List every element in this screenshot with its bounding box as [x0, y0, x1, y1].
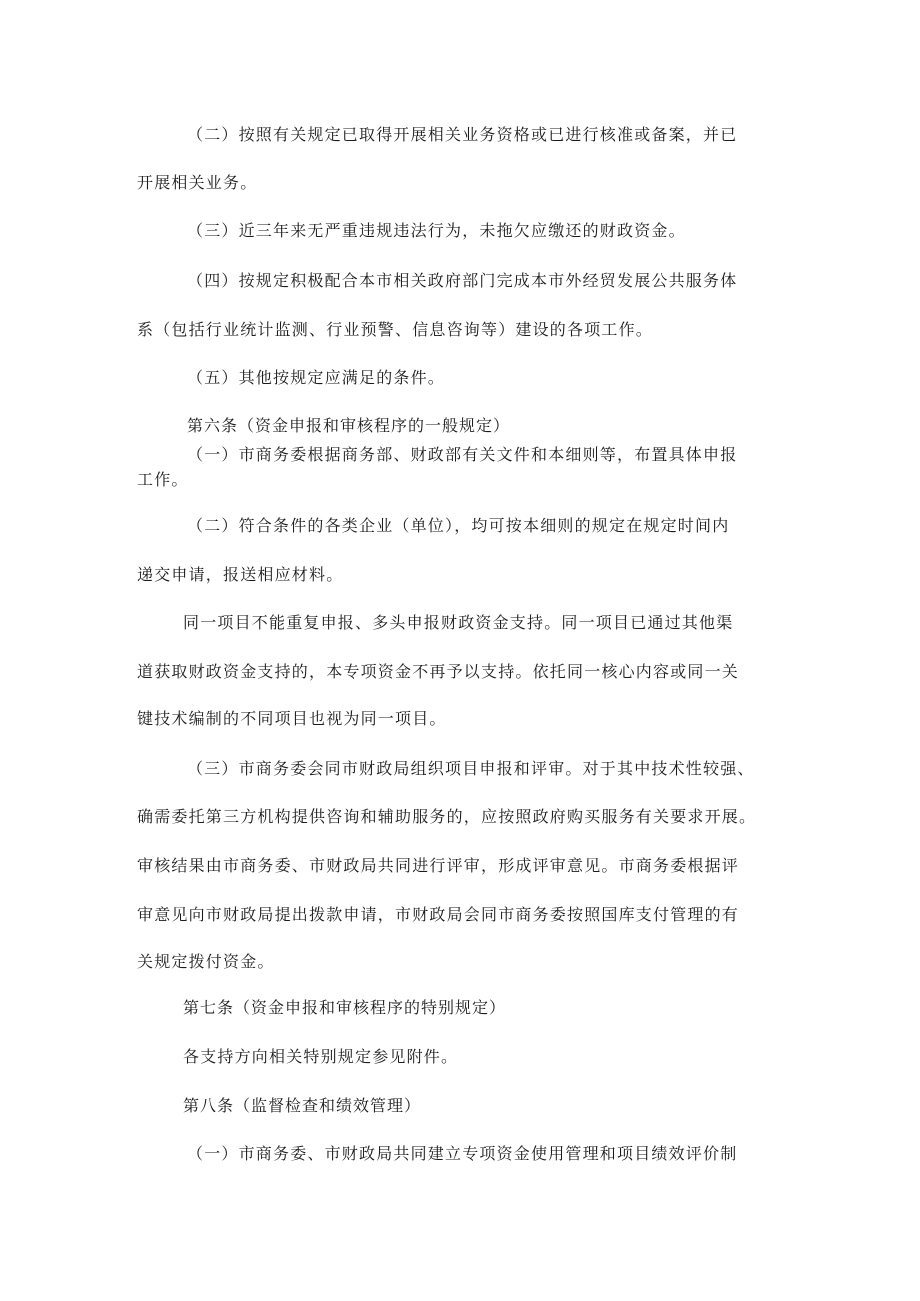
paragraph-item-5: （五）其他按规定应满足的条件。	[187, 368, 446, 387]
article-8-item-1-line-1: （一）市商务委、市财政局共同建立专项资金使用管理和项目绩效评价制	[187, 1144, 738, 1163]
paragraph-item-2-line-1: （二）按照有关规定已取得开展相关业务资格或已进行核准或备案，并已	[187, 125, 738, 144]
paragraph-item-3: （三）近三年来无严重违规违法行为，未拖欠应缴还的财政资金。	[187, 221, 686, 240]
article-6-paragraph-line-2: 道获取财政资金支持的，本专项资金不再予以支持。依托同一核心内容或同一关	[137, 662, 740, 681]
article-6-item-3-line-5: 关规定拨付资金。	[137, 952, 275, 971]
article-6-item-1-line-2: 工作。	[137, 470, 189, 489]
article-6-heading: 第六条（资金申报和审核程序的一般规定）	[187, 416, 511, 435]
article-7-paragraph: 各支持方向相关特别规定参见附件。	[183, 1047, 459, 1066]
article-7-heading: 第七条（资金申报和审核程序的特别规定）	[183, 998, 507, 1017]
article-6-item-1-line-1: （一）市商务委根据商务部、财政部有关文件和本细则等，布置具体申报	[187, 445, 738, 464]
article-6-item-3-line-4: 审意见向市财政局提出拨款申请，市财政局会同市商务委按照国库支付管理的有	[137, 905, 740, 924]
article-6-paragraph-line-1: 同一项目不能重复申报、多头申报财政资金支持。同一项目已通过其他渠	[183, 613, 734, 632]
article-6-paragraph-line-3: 键技术编制的不同项目也视为同一项目。	[137, 709, 447, 728]
paragraph-item-4-line-2: 系（包括行业统计监测、行业预警、信息咨询等）建设的各项工作。	[137, 320, 654, 339]
article-6-item-3-line-3: 审核结果由市商务委、市财政局共同进行评审，形成评审意见。市商务委根据评	[137, 856, 740, 875]
article-6-item-2-line-2: 递交申请，报送相应材料。	[137, 565, 344, 584]
article-6-item-2-line-1: （二）符合条件的各类企业（单位），均可按本细则的规定在规定时间内	[187, 516, 730, 535]
paragraph-item-4-line-1: （四）按规定积极配合本市相关政府部门完成本市外经贸发展公共服务体	[187, 271, 738, 290]
paragraph-item-2-line-2: 开展相关业务。	[137, 173, 258, 192]
article-6-item-3-line-2: 确需委托第三方机构提供咨询和辅助服务的，应按照政府购买服务有关要求开展。	[137, 807, 757, 826]
article-8-heading: 第八条（监督检查和绩效管理）	[183, 1096, 422, 1115]
article-6-item-3-line-1: （三）市商务委会同市财政局组织项目申报和评审。对于其中技术性较强、	[187, 759, 755, 778]
